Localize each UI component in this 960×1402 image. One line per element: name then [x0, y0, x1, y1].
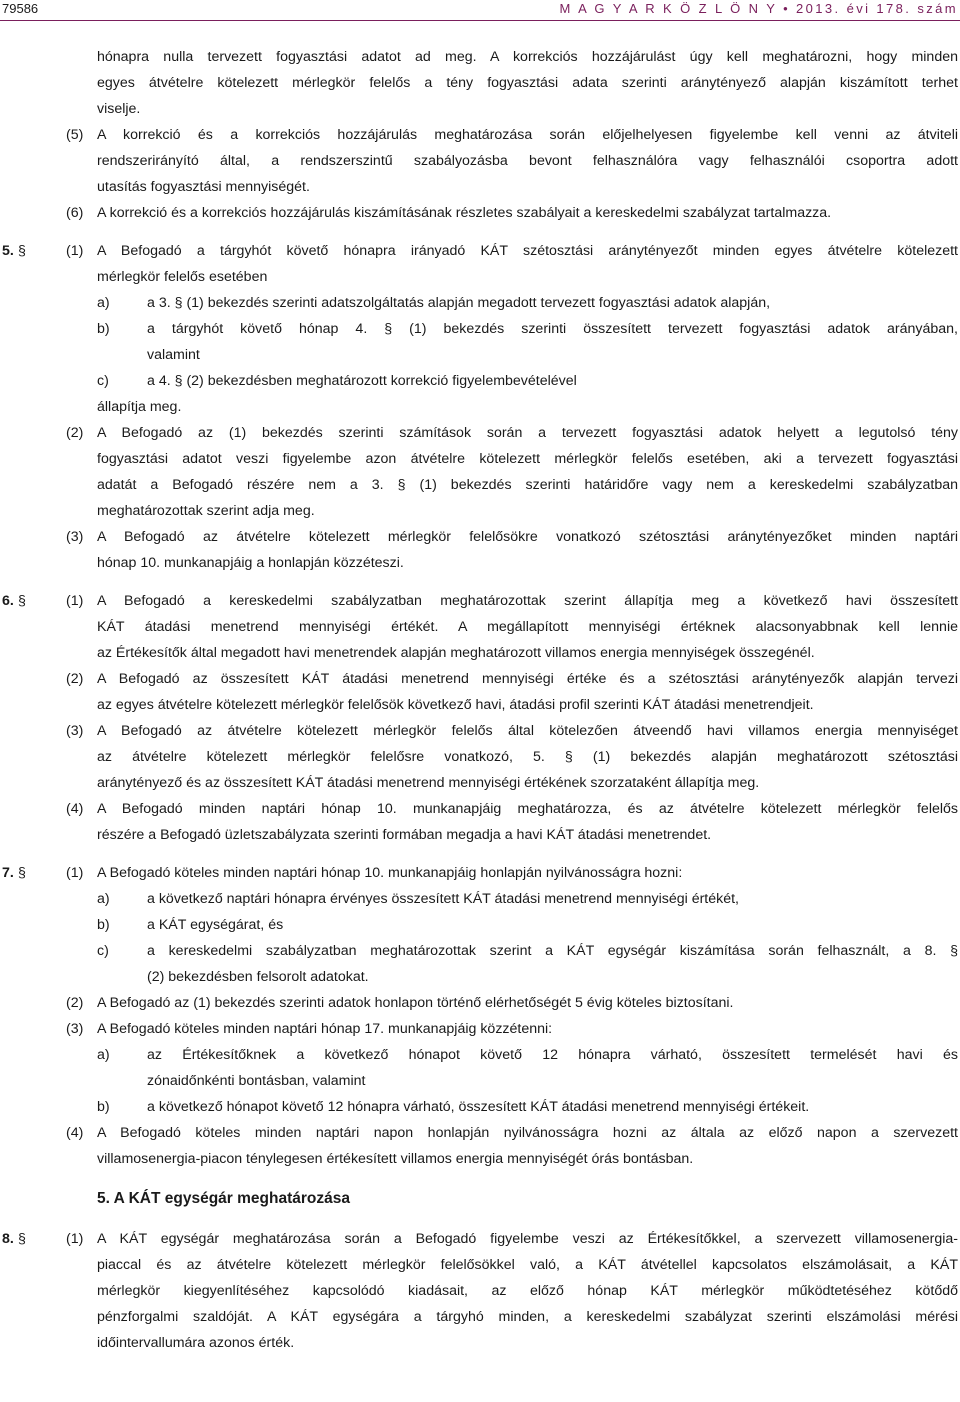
header-rule: [0, 20, 960, 21]
paragraph-line: (3) A Befogadó az átvételre kötelezett mérlegkör felelősökre vonatkozó szétosztási aránytényezőket minden naptári: [0, 524, 960, 550]
item-label: b): [97, 1099, 110, 1115]
text-line: villamosenergia-piacon ténylegesen értékesített villamos energia mennyiségét órás bontásban.: [97, 1151, 694, 1167]
text-line: az egyes átvételre kötelezett mérlegkör felelősök következő havi, átadási profil szerinti KÁT átadási menetrendjeit.: [97, 697, 814, 713]
item-label: b): [97, 917, 110, 933]
paragraph-number: (1): [66, 243, 84, 259]
page-number: 79586: [2, 1, 39, 16]
section-8: 8. § (1) A KÁT egységár meghatározása során a Befogadó figyelembe veszi az Értékesítőkkel, a szervezett villamosenergia-: [0, 1226, 960, 1252]
section-5: 5. § (1) A Befogadó a tárgyhót követő hónapra irányadó KÁT szétosztási aránytényezőt minden egyes átvételre kötelezett: [0, 238, 960, 264]
item-label: a): [97, 891, 110, 907]
paragraph-line: (5) A korrekció és a korrekciós hozzájárulás meghatározása során előjelhelyesen figyelembe kell venni az átviteli: [0, 122, 960, 148]
text-line: zónaidőnkénti bontásban, valamint: [147, 1073, 366, 1089]
paragraph-line: (4) A Befogadó köteles minden naptári napon honlapján nyilvánosságra hozni az általa az előző napon a szervezett: [0, 1120, 960, 1146]
chapter-heading: 5. A KÁT egységár meghatározása: [97, 1190, 350, 1207]
text-line: időintervallumára azonos érték.: [97, 1335, 295, 1351]
text-line: meghatározottak szerint adja meg.: [97, 503, 315, 519]
paragraph-number: (1): [66, 1231, 84, 1247]
text-line: viselje.: [97, 101, 141, 117]
paragraph-number: (2): [66, 425, 84, 441]
paragraph-number: (4): [66, 801, 84, 817]
section-number: 5.: [2, 243, 14, 259]
text-line: mérlegkör felelős esetében: [97, 269, 268, 285]
paragraph-number: (2): [66, 671, 84, 687]
list-item: c) a 4. § (2) bekezdésben meghatározott korrekció figyelembevételével: [0, 368, 960, 394]
text-line: piaccal és az átvételre kötelezett mérlegkör felelősökkel való, a KÁT átvétellel kapcsolatos elszámolásait, a KÁT: [97, 1257, 958, 1273]
paragraph-number: (2): [66, 995, 84, 1011]
section-symbol: §: [18, 1231, 26, 1247]
list-item: a) az Értékesítőknek a következő hónapot követő 12 hónapra várható, összesített termelését havi és: [0, 1042, 960, 1068]
section-number: 7.: [2, 865, 14, 881]
paragraph-line: (2) A Befogadó az összesített KÁT átadási menetrend mennyiségi értéke és a szétosztási aránytényezők alapján tervezi: [0, 666, 960, 692]
list-item: b) a tárgyhót követő hónap 4. § (1) bekezdés szerinti összesített tervezett fogyasztási adatok arányában,: [0, 316, 960, 342]
document-body: [0, 44, 960, 1356]
section-symbol: §: [18, 243, 26, 259]
item-label: a): [97, 295, 110, 311]
text-line: mérlegkör kiegyenlítéséhez kapcsolódó kiadásait, az előző hónap KÁT mérlegkör működtetéséhez kötődő: [97, 1283, 958, 1299]
text-line: hónapra nulla tervezett fogyasztási adatot ad meg. A korrekciós hozzájárulást úgy kell meghatározni, hogy minden: [97, 49, 958, 65]
paragraph-number: (5): [66, 127, 84, 143]
paragraph-number: (3): [66, 529, 84, 545]
section-symbol: §: [18, 593, 26, 609]
text-line: egyes átvételre kötelezett mérlegkör felelős a tény fogyasztási adata szerinti aránytényező alapján kiszámított terhet: [97, 75, 958, 91]
text-line: aránytényező és az összesített KÁT átadási menetrend mennyiségi értékének szorzataként állapítja meg.: [97, 775, 760, 791]
page-header: [0, 0, 960, 20]
list-item: a) a következő naptári hónapra érvényes összesített KÁT átadási menetrend mennyiségi értékét,: [0, 886, 960, 912]
item-label: c): [97, 943, 109, 959]
text-line: utasítás fogyasztási mennyiségét.: [97, 179, 310, 195]
list-item: b) a KÁT egységárat, és: [0, 912, 960, 938]
paragraph-number: (3): [66, 1021, 84, 1037]
text-line: részére a Befogadó üzletszabályzata szerinti formában megadja a havi KÁT átadási menetrendet.: [97, 827, 712, 843]
journal-title: M A G Y A R K Ö Z L Ö N Y • 2013. évi 178. szám: [559, 1, 958, 16]
list-item: a) a 3. § (1) bekezdés szerinti adatszolgáltatás alapján megadott tervezett fogyasztási adatok alapján,: [0, 290, 960, 316]
paragraph-number: (6): [66, 205, 84, 221]
text-line: valamint: [147, 347, 200, 363]
paragraph-number: (1): [66, 593, 84, 609]
text-line: KÁT átadási menetrend mennyiségi értékét. A megállapított mennyiségi értéknek alacsonyabbnak kell lennie: [97, 619, 958, 635]
paragraph-line: (3) A Befogadó köteles minden naptári hónap 17. munkanapjáig közzétenni:: [0, 1016, 960, 1042]
text-line: állapítja meg.: [97, 399, 182, 415]
paragraph-line: (4) A Befogadó minden naptári hónap 10. munkanapjáig meghatározza, és az átvételre kötelezett mérlegkör felelős: [0, 796, 960, 822]
section-number: 8.: [2, 1231, 14, 1247]
list-item: c) a kereskedelmi szabályzatban meghatározottak szerint a KÁT egységár kiszámítása során felhasznált, a 8. §: [0, 938, 960, 964]
paragraph-line: (2) A Befogadó az (1) bekezdés szerinti adatok honlapon történő elérhetőségét 5 évig köteles biztosítani.: [0, 990, 960, 1016]
paragraph-number: (4): [66, 1125, 84, 1141]
section-6: 6. § (1) A Befogadó a kereskedelmi szabályzatban meghatározottak szerint állapítja meg a következő havi összesített: [0, 588, 960, 614]
text-line: az Értékesítők által megadott havi menetrendek alapján meghatározott villamos energia mennyiségek összegénél.: [97, 645, 815, 661]
text-line: hónap 10. munkanapjáig a honlapján közzéteszi.: [97, 555, 404, 571]
item-label: a): [97, 1047, 110, 1063]
text-line: rendszerirányító által, a rendszerszintű szabályozásba bevont felhasználóra vagy felhasználói csoportra adott: [97, 153, 958, 169]
paragraph-line: (2) A Befogadó az (1) bekezdés szerinti számítások során a tervezett fogyasztási adatok helyett a legutolsó tény: [0, 420, 960, 446]
section-number: 6.: [2, 593, 14, 609]
paragraph-line: (6) A korrekció és a korrekciós hozzájárulás kiszámításának részletes szabályait a kereskedelmi szabályzat tartalmazza.: [0, 200, 960, 226]
list-item: b) a következő hónapot követő 12 hónapra várható, összesített KÁT átadási menetrend mennyiségi értékeit.: [0, 1094, 960, 1120]
paragraph-number: (1): [66, 865, 84, 881]
text-line: (2) bekezdésben felsorolt adatokat.: [147, 969, 369, 985]
item-label: c): [97, 373, 109, 389]
paragraph-number: (3): [66, 723, 84, 739]
item-label: b): [97, 321, 110, 337]
text-line: pénzforgalmi szaldóját. A KÁT egységára a tárgyhó minden, a kereskedelmi szabályzat szerinti elszámolási mérési: [97, 1309, 958, 1325]
text-line: fogyasztási adatot veszi figyelembe azon átvételre kötelezett mérlegkör felelős esetében, aki a tervezett fogyasztási: [97, 451, 958, 467]
text-line: az átvételre kötelezett mérlegkör felelősre vonatkozó, 5. § (1) bekezdés alapján meghatározott szétosztási: [97, 749, 958, 765]
section-symbol: §: [18, 865, 26, 881]
text-line: adatát a Befogadó részére nem a 3. § (1) bekezdés szerinti határidőre vagy nem a kereskedelmi szabályzatban: [97, 477, 958, 493]
paragraph-line: (3) A Befogadó az átvételre kötelezett mérlegkör felelős által kötelezően átveendő havi villamos energia mennyiséget: [0, 718, 960, 744]
section-7: 7. § (1) A Befogadó köteles minden naptári hónap 10. munkanapjáig honlapján nyilvánosságra hozni:: [0, 860, 960, 886]
